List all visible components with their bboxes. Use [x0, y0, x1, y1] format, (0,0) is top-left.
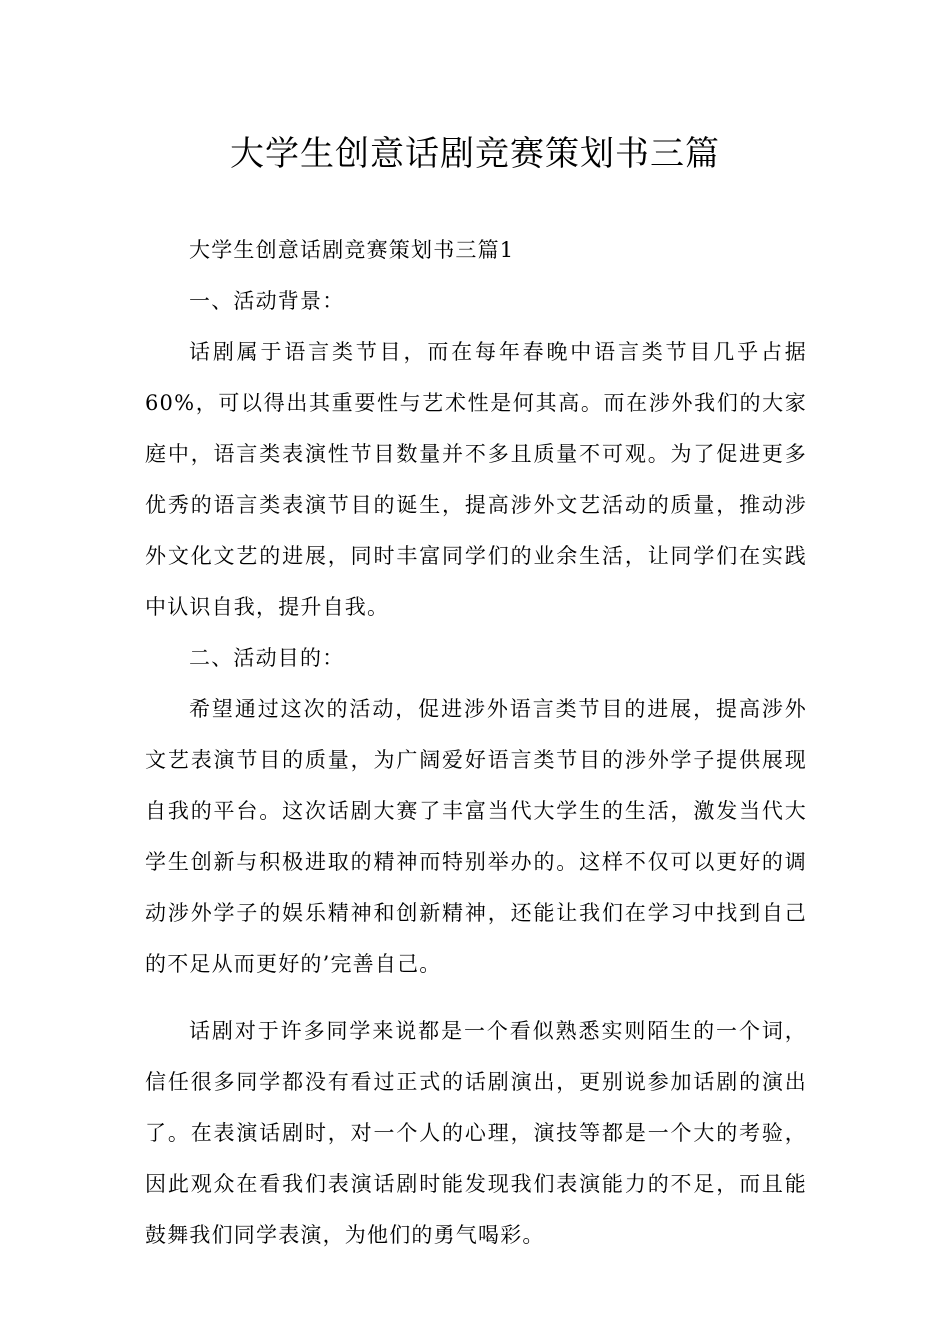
document-body — [145, 225, 807, 1261]
subtitle-paragraph: 大学生创意话剧竞赛策划书三篇1 — [189, 238, 515, 262]
paragraph-drama-intro: 话剧对于许多同学来说都是一个看似熟悉实则陌生的一个词，信任很多同学都没有看过正式的话剧演出，更别说参加话剧的演出了。在表演话剧时，对一个人的心理，演技等都是一个大的考验，因此观众在看我们表演话剧时能发现我们表演能力的不足，而且能鼓舞我们同学表演，为他们的勇气喝彩。 — [145, 1019, 807, 1247]
paragraph-purpose: 希望通过这次的活动，促进涉外语言类节目的进展，提高涉外文艺表演节目的质量，为广阔爱好语言类节目的涉外学子提供展现自我的平台。这次话剧大赛了丰富当代大学生的生活，激发当代大学生创新与积极进取的精神而特别举办的。这样不仅可以更好的调动涉外学子的娱乐精神和创新精神，还能让我们在学习中找到自己的不足从而更好的’完善自己。 — [145, 697, 807, 976]
paragraph-background: 话剧属于语言类节目，而在每年春晚中语言类节目几乎占据60%，可以得出其重要性与艺术性是何其高。而在涉外我们的大家庭中，语言类表演性节目数量并不多且质量不可观。为了促进更多优秀的语言类表演节目的诞生，提高涉外文艺活动的质量，推动涉外文化文艺的进展，同时丰富同学们的业余生活，让同学们在实践中认识自我，提升自我。 — [145, 340, 807, 619]
section-heading-background: 一、活动背景： — [189, 289, 345, 313]
document-title: 大学生创意话剧竞赛策划书三篇 — [230, 134, 720, 174]
section-heading-purpose: 二、活动目的： — [189, 646, 345, 670]
